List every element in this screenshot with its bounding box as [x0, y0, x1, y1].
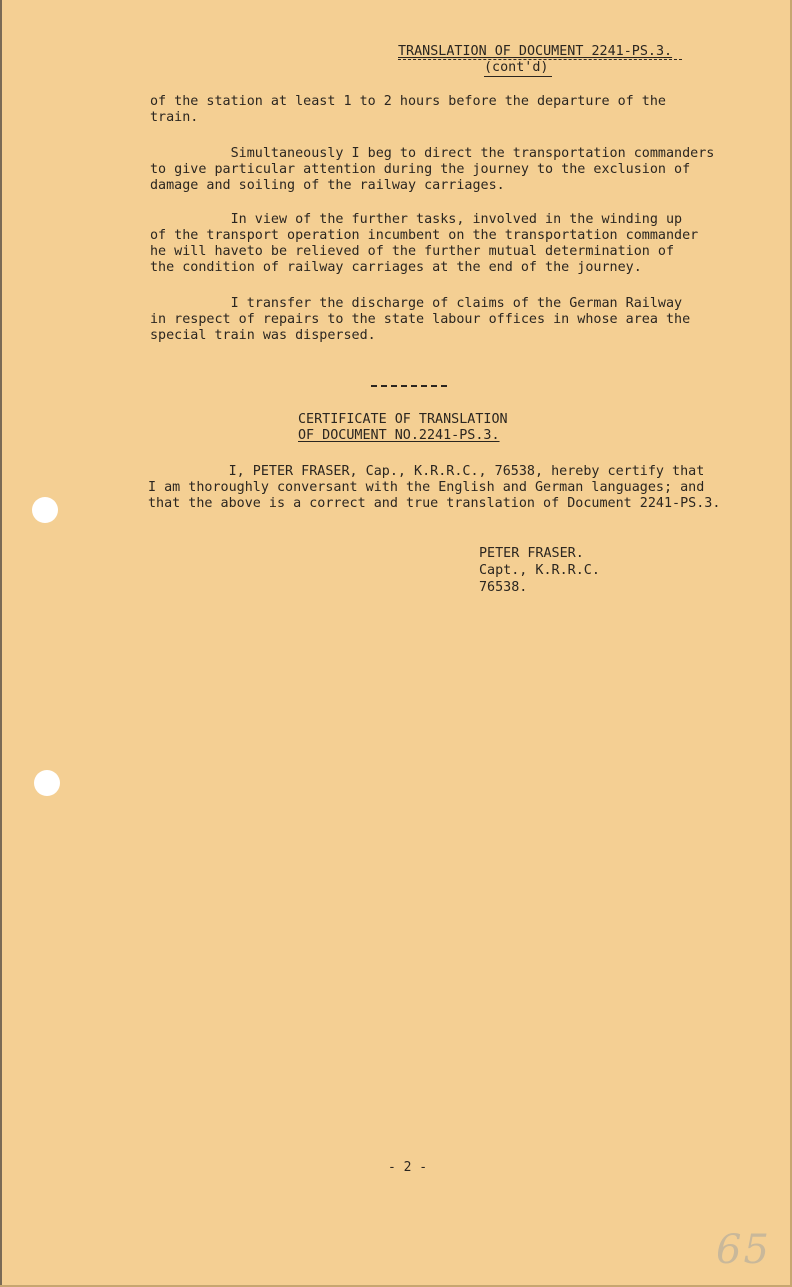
signature-number: 76538. — [479, 580, 528, 595]
handwritten-page-number: 65 — [716, 1227, 771, 1273]
paragraph-1-line-1: of the station at least 1 to 2 hours before the departure of the — [150, 94, 666, 109]
paragraph-2-line-3: damage and soiling of the railway carriages. — [150, 178, 505, 193]
header-contd-rule — [484, 76, 552, 77]
paragraph-4-line-2: in respect of repairs to the state labour offices in whose area the — [150, 312, 691, 327]
certificate-line-2: I am thoroughly conversant with the English and German languages; and — [148, 480, 705, 495]
certificate-subtitle: OF DOCUMENT NO.2241-PS.3. — [298, 428, 500, 443]
certificate-title: CERTIFICATE OF TRANSLATION — [298, 412, 508, 427]
paragraph-4-line-3: special train was dispersed. — [150, 328, 376, 343]
header-title: TRANSLATION OF DOCUMENT 2241-PS.3. — [398, 44, 673, 59]
signature-rank: Capt., K.R.R.C. — [479, 563, 600, 578]
certificate-line-3: that the above is a correct and true translation of Document 2241-PS.3. — [148, 496, 721, 511]
punch-hole-lower — [34, 770, 60, 796]
paragraph-3-line-3: he will haveto be relieved of the further mutual determination of — [150, 244, 675, 259]
punch-hole-upper — [32, 497, 58, 523]
paragraph-4-line-1: I transfer the discharge of claims of the German Railway — [150, 296, 683, 311]
section-divider — [371, 385, 447, 387]
page-left-edge — [0, 0, 2, 1287]
paragraph-3-line-4: the condition of railway carriages at the end of the journey. — [150, 260, 642, 275]
signature-name: PETER FRASER. — [479, 546, 584, 561]
paragraph-2-line-2: to give particular attention during the journey to the exclusion of — [150, 162, 691, 177]
paragraph-1-line-2: train. — [150, 110, 199, 125]
paragraph-2-line-1: Simultaneously I beg to direct the transportation commanders — [150, 146, 715, 161]
page-number: - 2 - — [388, 1160, 428, 1175]
paragraph-3-line-2: of the transport operation incumbent on the transportation commander — [150, 228, 699, 243]
paragraph-3-line-1: In view of the further tasks, involved in the winding up — [150, 212, 683, 227]
header-contd: (cont'd) — [484, 60, 549, 75]
certificate-line-1: I, PETER FRASER, Cap., K.R.R.C., 76538, hereby certify that — [148, 464, 705, 479]
